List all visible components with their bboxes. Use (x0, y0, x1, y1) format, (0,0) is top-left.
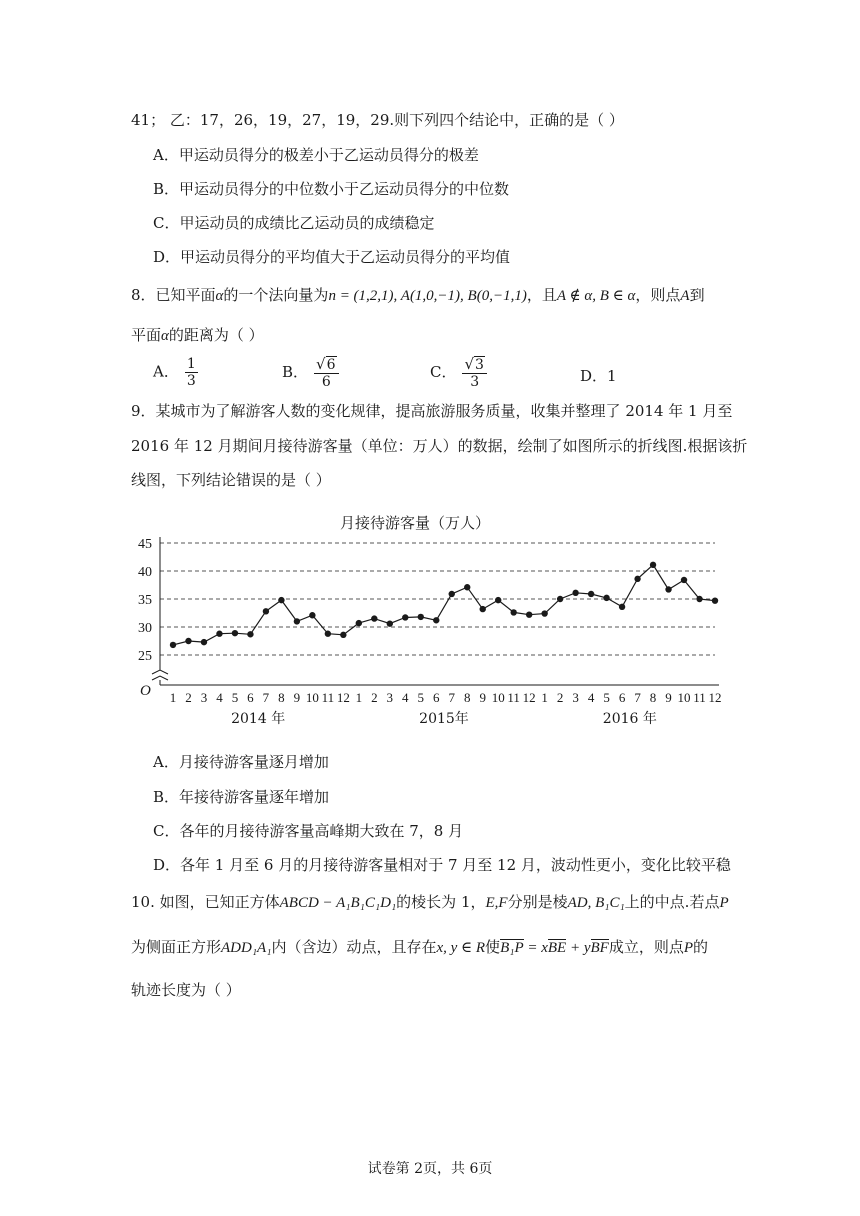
x-tick-label: 12 (708, 690, 722, 705)
data-point (619, 604, 625, 610)
data-point (201, 639, 207, 645)
x-tick-label: 6 (618, 690, 626, 705)
option-text: 月接待游客量逐月增加 (178, 753, 329, 771)
radicand: 3 (475, 357, 484, 373)
page-footer: 试卷第 2页，共 6页 (367, 1161, 493, 1177)
x-tick-label: 10 (491, 690, 505, 705)
points-ef: E,F (485, 895, 508, 911)
vector-bf: BF (590, 940, 609, 956)
q8-option-a (153, 356, 198, 389)
data-point (634, 576, 640, 582)
fraction (185, 356, 198, 389)
q10-text: 内（含边）动点，且存在 (271, 938, 437, 956)
x-tick-label: 9 (665, 690, 672, 705)
q8-text: 的距离为（ ） (168, 326, 264, 344)
data-point (557, 596, 563, 602)
q9-option-b (153, 787, 329, 807)
alpha-symbol: α (161, 328, 169, 344)
data-point (712, 597, 718, 603)
q7-option-a (153, 145, 479, 165)
option-text: 甲运动员得分的中位数小于乙运动员得分的中位数 (179, 180, 510, 198)
data-point (325, 631, 331, 637)
x-tick-label: 10 (305, 690, 319, 705)
option-label: D． (580, 367, 608, 385)
data-point (433, 617, 439, 623)
data-point (588, 591, 594, 597)
chart-title: 月接待游客量（万人） (339, 514, 491, 532)
alpha-symbol: α (215, 288, 224, 304)
data-point (541, 610, 547, 616)
data-point (387, 620, 393, 626)
data-point (464, 584, 470, 590)
face-name: ADD₁A₁ (221, 940, 272, 956)
q8-option-d (580, 366, 617, 386)
x-tick-label: 9 (479, 690, 486, 705)
data-point (216, 631, 222, 637)
q8-option-c (430, 356, 487, 390)
x-tick-label: 1 (541, 690, 548, 705)
data-point (510, 609, 516, 615)
q8-text: 平面 (131, 326, 162, 344)
y-tick-label: 30 (138, 621, 152, 636)
x-tick-label: 9 (293, 690, 301, 705)
data-point (340, 632, 346, 638)
data-point (572, 590, 578, 596)
data-point (294, 618, 300, 624)
x-tick-label: 12 (336, 690, 350, 705)
line-chart (130, 510, 730, 735)
edges: AD, B₁C₁ (567, 895, 625, 911)
option-text: 甲运动员得分的极差小于乙运动员得分的极差 (178, 146, 479, 164)
fraction (462, 356, 486, 390)
option-label: A． (153, 146, 179, 164)
origin-label: O (140, 683, 151, 699)
cube-name: ABCD − A₁B₁C₁D₁ (279, 895, 397, 911)
q10-text: 分别是棱 (507, 893, 568, 911)
q10-text: 的棱长为 1， (396, 893, 486, 911)
data-point (480, 606, 486, 612)
q9-line1: 9．某城市为了解游客人数的变化规律，提高旅游服务质量，收集并整理了 2014 年 1 月至 (131, 402, 733, 420)
option-label: C． (430, 363, 457, 381)
data-point (170, 642, 176, 648)
option-text: 各年的月接待游客量高峰期大致在 7，8 月 (179, 822, 464, 840)
equation-part: + y (566, 940, 591, 956)
option-value: 1 (607, 367, 617, 385)
q9-line2: 2016 年 12 月期间月接待游客量（单位：万人）的数据，绘制了如图所示的折线图.根据该折 (131, 437, 748, 455)
option-label: D． (153, 856, 181, 874)
q8-line2 (131, 325, 264, 346)
x-tick-label: 8 (278, 690, 285, 705)
axis-break (152, 670, 168, 680)
x-tick-label: 6 (433, 690, 440, 705)
q10-text: 成立，则点 (608, 938, 684, 956)
data-point (371, 615, 377, 621)
q9-option-d (153, 855, 731, 875)
x-tick-label: 3 (386, 690, 394, 705)
option-text: 甲运动员的成绩比乙运动员的成绩稳定 (179, 214, 435, 232)
option-text: 甲运动员得分的平均值大于乙运动员得分的平均值 (180, 248, 511, 266)
data-point (603, 595, 609, 601)
xy-condition: x, y ∈ R (436, 940, 486, 956)
data-point (495, 597, 501, 603)
x-tick-label: 7 (448, 690, 455, 705)
q8-text: ，则点 (635, 286, 681, 304)
equation-part: = x (523, 940, 548, 956)
data-point (418, 614, 424, 620)
q10-line2 (131, 937, 708, 958)
q8-option-b (282, 356, 339, 390)
x-tick-label: 5 (231, 690, 239, 705)
data-point (278, 597, 284, 603)
x-tick-label: 10 (677, 690, 691, 705)
option-text: 各年 1 月至 6 月的月接待游客量相对于 7 月至 12 月，波动性更小，变化比较平稳 (180, 856, 731, 874)
q7-option-d (153, 247, 510, 267)
data-point (650, 562, 656, 568)
q10-text: 使 (485, 938, 501, 956)
x-tick-label: 8 (463, 690, 471, 705)
x-tick-label: 7 (634, 690, 641, 705)
option-label: B． (282, 363, 309, 381)
x-tick-label: 4 (587, 690, 595, 705)
denominator: 3 (186, 373, 196, 389)
x-tick-label: 11 (693, 690, 706, 705)
x-tick-label: 4 (402, 690, 409, 705)
data-point (247, 631, 253, 637)
y-tick-label: 25 (138, 649, 152, 664)
radicand: 6 (326, 357, 336, 373)
data-point (232, 630, 238, 636)
denominator: 6 (321, 374, 331, 390)
q10-text: 上的中点.若点 (624, 893, 720, 911)
option-label: C． (153, 822, 180, 840)
q7-option-b (153, 179, 509, 199)
data-point (696, 596, 702, 602)
series-line (173, 565, 715, 645)
x-tick-label: 12 (522, 690, 536, 705)
q10-text: 10. 如图，已知正方体 (131, 893, 280, 911)
x-tick-label: 1 (169, 690, 177, 705)
option-label: C． (153, 214, 180, 232)
data-point (665, 586, 671, 592)
data-point (449, 591, 455, 597)
vector-be: BE (547, 940, 567, 956)
q7-stem: 41； 乙：17，26，19，27，19，29.则下列四个结论中，正确的是（ ） (131, 111, 624, 129)
data-point (309, 612, 315, 618)
q9-option-c (153, 821, 463, 841)
q8-text: 8．已知平面 (131, 286, 216, 304)
data-point (185, 638, 191, 644)
x-tick-label: 8 (649, 690, 657, 705)
data-point (681, 577, 687, 583)
x-tick-label: 3 (200, 690, 208, 705)
point-a: A (680, 288, 690, 304)
point-p: P (683, 940, 694, 956)
x-tick-label: 11 (321, 690, 335, 705)
q7-option-c (153, 213, 435, 233)
x-tick-label: 6 (247, 690, 254, 705)
numerator: 1 (186, 356, 196, 372)
x-tick-label: 3 (572, 690, 579, 705)
data-point (526, 611, 532, 617)
option-label: A． (153, 753, 179, 771)
x-tick-label: 2 (371, 690, 378, 705)
y-tick-label: 35 (138, 593, 152, 608)
x-tick-label: 2 (185, 690, 192, 705)
numerator: √6 (316, 355, 336, 373)
x-tick-label: 7 (262, 690, 270, 705)
x-tick-label: 2 (556, 690, 564, 705)
denominator: 3 (470, 374, 480, 390)
x-tick-label: 11 (507, 690, 520, 705)
q10-line3: 轨迹长度为（ ） (131, 981, 241, 999)
option-label: A． (153, 362, 179, 381)
data-point (356, 620, 362, 626)
year-label: 2016 年 (602, 711, 657, 727)
x-tick-label: 4 (216, 690, 223, 705)
q8-text: 到 (689, 286, 705, 304)
y-tick-label: 40 (138, 565, 152, 580)
vector-b1p: B₁P (500, 940, 524, 956)
option-label: B． (153, 788, 180, 806)
x-tick-label: 5 (603, 690, 610, 705)
option-label: B． (153, 180, 180, 198)
q10-text: 的 (693, 938, 709, 956)
q9-line3: 线图，下列结论错误的是（ ） (131, 471, 331, 489)
fraction (314, 356, 338, 390)
x-tick-label: 1 (355, 690, 363, 705)
year-label: 2014 年 (231, 711, 286, 727)
x-tick-label: 5 (417, 690, 425, 705)
q10-line1 (131, 892, 729, 913)
normal-vector: n = (1,2,1), A(1,0,−1), B(0,−1,1) (328, 288, 527, 304)
numerator: √3 (464, 355, 484, 373)
q8-condition: A ∉ α, B ∈ α (556, 288, 636, 304)
q8-text: 的一个法向量为 (223, 286, 329, 304)
data-point (402, 614, 408, 620)
year-label: 2015年 (419, 711, 469, 727)
q9-option-a (153, 752, 329, 772)
point-p: P (719, 895, 729, 911)
q8-line1 (131, 285, 705, 306)
option-label: D． (153, 248, 181, 266)
y-tick-label: 45 (138, 537, 152, 552)
data-point (263, 608, 269, 614)
option-text: 年接待游客量逐年增加 (179, 788, 330, 806)
q10-text: 为侧面正方形 (131, 938, 222, 956)
q8-text: ，且 (526, 286, 557, 304)
